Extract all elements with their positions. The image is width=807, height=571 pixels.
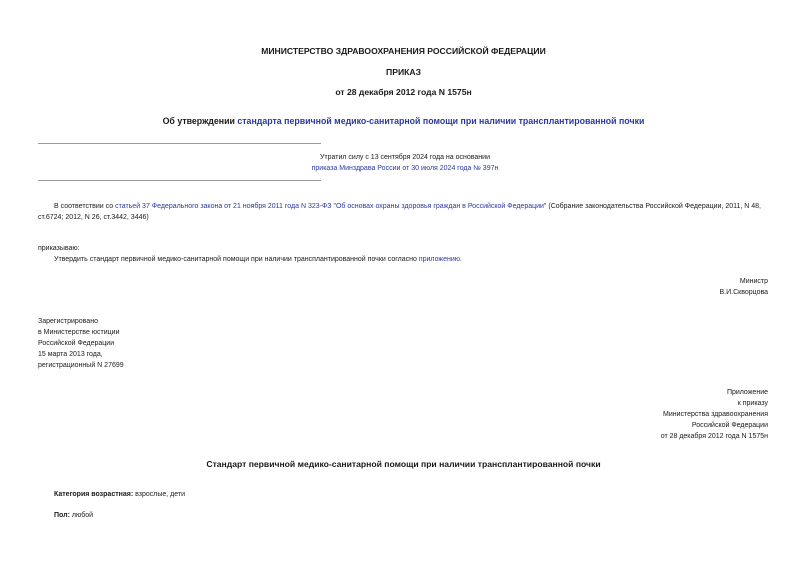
signature-role: Министр	[739, 278, 768, 285]
order-label: приказываю:	[38, 245, 80, 252]
registration-line: Российской Федерации	[38, 340, 115, 347]
preamble-text-start: В соответствии со	[54, 203, 116, 210]
order-text-end: .	[460, 256, 462, 263]
title-prefix: Об утверждении	[162, 116, 238, 126]
document-title	[0, 116, 807, 126]
age-category-value: взрослые, дети	[133, 491, 186, 498]
appendix-line: Приложение	[726, 389, 768, 396]
appendix-link[interactable]: приложению	[418, 256, 460, 263]
preamble-law-link[interactable]: статьей 37 Федерального закона от 21 ноября 2011 года N 323-ФЗ "Об основах охраны здоровья граждан в Российской Федерации"	[115, 203, 547, 210]
signature-name: В.И.Скворцова	[719, 289, 768, 296]
doc-date-number: от 28 декабря 2012 года N 1575н	[335, 87, 472, 97]
appendix-line: к приказу	[737, 400, 768, 407]
preamble-paragraph	[38, 201, 771, 223]
appendix-block	[560, 387, 768, 442]
appendix-line: Российской Федерации	[691, 422, 768, 429]
signature-block	[560, 276, 768, 298]
registration-line: Зарегистрировано	[38, 318, 98, 325]
age-category	[54, 489, 185, 500]
ministry-heading: МИНИСТЕРСТВО ЗДРАВООХРАНЕНИЯ РОССИЙСКОЙ ФЕДЕРАЦИИ	[261, 46, 546, 56]
standard-title: Стандарт первичной медико-санитарной помощи при наличии трансплантированной почки	[206, 459, 601, 469]
divider-top	[38, 143, 321, 144]
appendix-line: Министерства здравоохранения	[663, 411, 768, 418]
appendix-line: от 28 декабря 2012 года N 1575н	[660, 433, 768, 440]
registration-block	[38, 316, 124, 371]
registration-line: регистрационный N 27699	[38, 362, 124, 369]
repeal-notice-text: Утратил силу с 13 сентября 2024 года на основании	[319, 154, 490, 161]
divider-bottom	[38, 180, 321, 181]
sex-category-label: Пол:	[54, 512, 70, 519]
title-link[interactable]: стандарта первичной медико-санитарной помощи при наличии трансплантированной почки	[237, 116, 645, 126]
registration-line: в Министерстве юстиции	[38, 329, 120, 336]
sex-category	[54, 510, 93, 521]
doc-type-heading: ПРИКАЗ	[386, 67, 421, 77]
repeal-notice-link[interactable]: приказа Минздрава России от 30 июля 2024 года № 397н	[311, 165, 499, 172]
sex-category-value: любой	[69, 512, 94, 519]
order-text	[54, 254, 771, 265]
repeal-notice	[240, 152, 570, 174]
order-text-body: Утвердить стандарт первичной медико-санитарной помощи при наличии трансплантированной почки согласно	[54, 256, 419, 263]
registration-line: 15 марта 2013 года,	[38, 351, 103, 358]
age-category-label: Категория возрастная:	[54, 491, 134, 498]
preamble-text-end: (Собрание законодательства Российской Федерации, 2011, N 48, ст.6724; 2012, N 26, ст.3442, 3446)	[38, 203, 762, 221]
